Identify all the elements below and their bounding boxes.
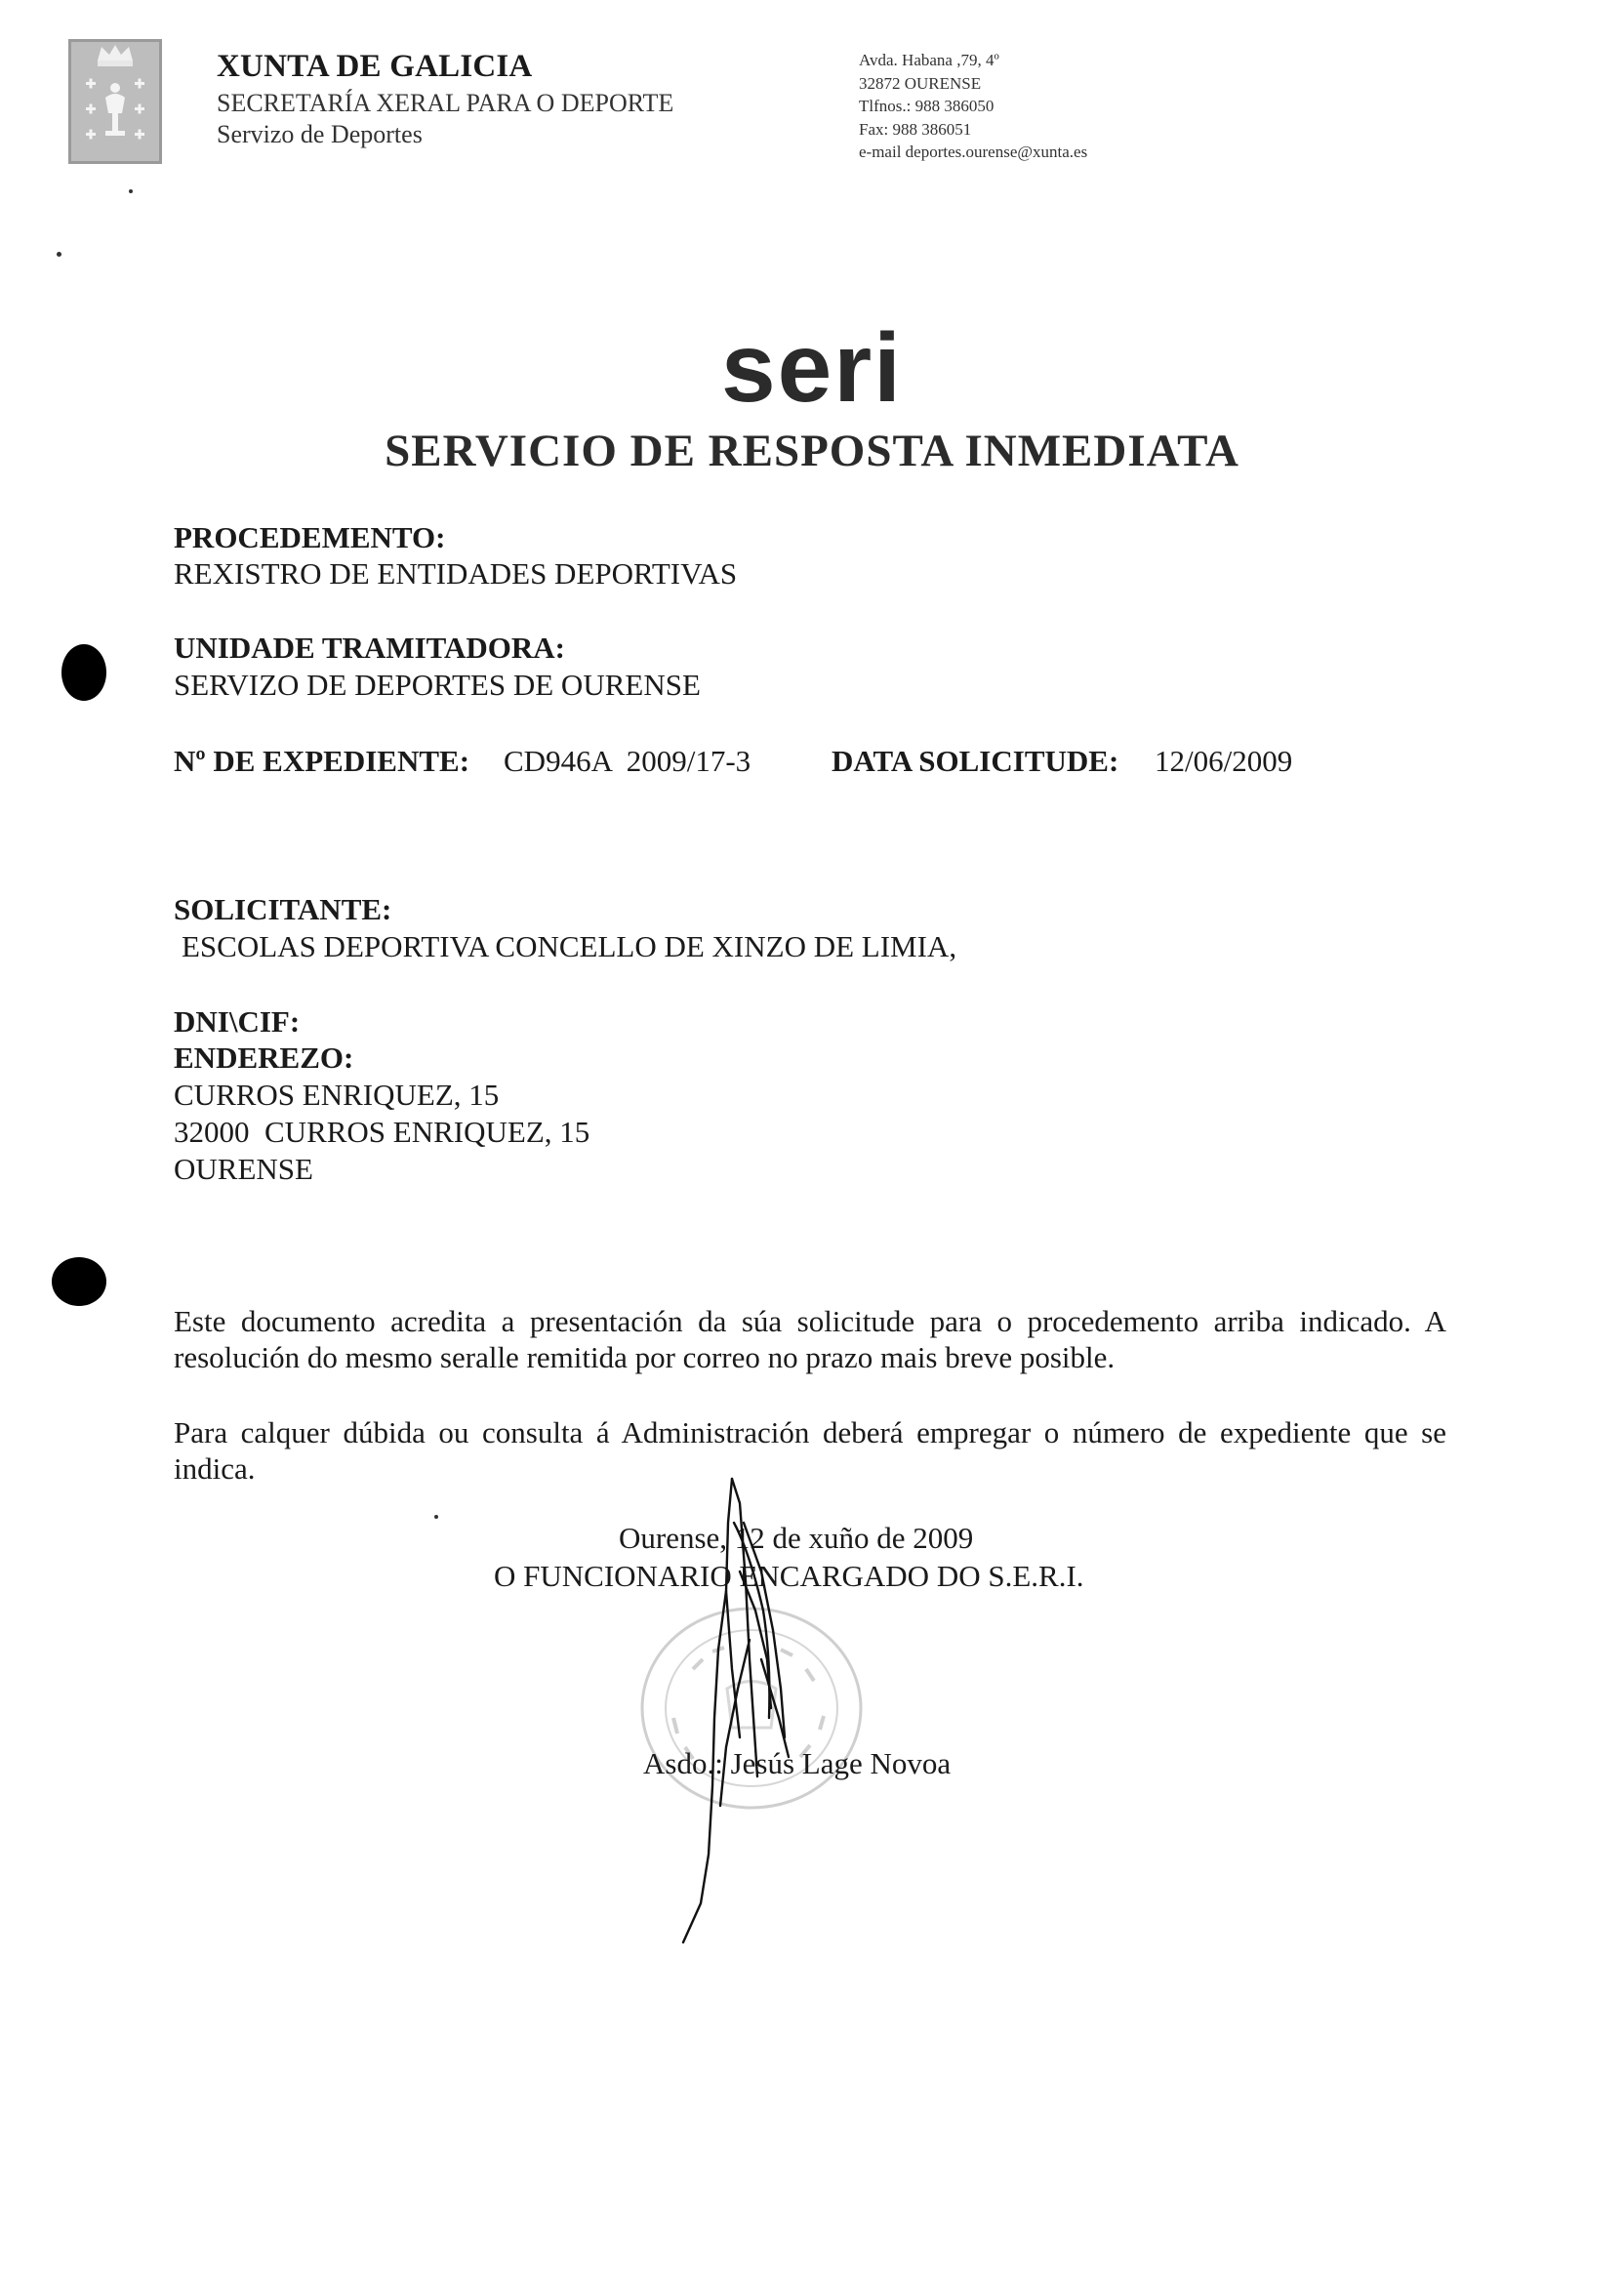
signature-role: O FUNCIONARIO ENCARGADO DO S.E.R.I. <box>494 1559 1084 1593</box>
org-name: XUNTA DE GALICIA <box>217 49 533 84</box>
dni-cif-label: DNI\CIF: <box>174 1004 301 1039</box>
org-department: SECRETARÍA XERAL PARA O DEPORTE <box>217 89 674 117</box>
body-paragraph-1: Este documento acredita a presentación da súa solicitude para o procedemento arriba indicado. A resolución do mesmo seralle remitida por correo no prazo mais breve posible. <box>174 1304 1446 1374</box>
handwritten-signature <box>625 1464 878 1952</box>
enderezo-label: ENDEREZO: <box>174 1040 354 1075</box>
scan-speck <box>57 252 61 257</box>
procedemento-label: PROCEDEMENTO: <box>174 520 446 554</box>
seri-title: SERVICIO DE RESPOSTA INMEDIATA <box>385 426 1239 476</box>
unidade-value: SERVIZO DE DEPORTES DE OURENSE <box>174 668 701 702</box>
solicitante-value: ESCOLAS DEPORTIVA CONCELLO DE XINZO DE LIMIA, <box>182 929 957 963</box>
enderezo-line: CURROS ENRIQUEZ, 15 <box>174 1078 500 1112</box>
body-paragraph-2: Para calquer dúbida ou consulta á Administración deberá empregar o número de expediente que se indica. <box>174 1415 1446 1486</box>
seri-logo: seri <box>721 313 903 423</box>
contact-fax: Fax: 988 386051 <box>859 119 972 139</box>
expediente-value: CD946A 2009/17-3 <box>504 744 751 778</box>
expediente-label: Nº DE EXPEDIENTE: <box>174 744 470 778</box>
enderezo-line: 32000 CURROS ENRIQUEZ, 15 <box>174 1115 590 1149</box>
punch-hole <box>61 644 106 701</box>
data-solicitude-value: 12/06/2009 <box>1155 744 1293 778</box>
scan-speck <box>434 1515 438 1519</box>
signature-place-date: Ourense, 12 de xuño de 2009 <box>619 1521 974 1555</box>
contact-phone: Tlfnos.: 988 386050 <box>859 97 995 115</box>
contact-address: Avda. Habana ,79, 4º <box>859 51 999 69</box>
solicitante-label: SOLICITANTE: <box>174 892 392 926</box>
contact-city: 32872 OURENSE <box>859 73 982 93</box>
contact-email: e-mail deportes.ourense@xunta.es <box>859 143 1088 161</box>
unidade-label: UNIDADE TRAMITADORA: <box>174 631 566 665</box>
org-service: Servizo de Deportes <box>217 120 423 148</box>
scan-speck <box>129 189 133 193</box>
enderezo-line: OURENSE <box>174 1152 313 1186</box>
galicia-coat-of-arms-icon <box>68 39 162 164</box>
procedemento-value: REXISTRO DE ENTIDADES DEPORTIVAS <box>174 556 738 591</box>
contact-block <box>859 49 1087 164</box>
punch-hole <box>52 1257 106 1306</box>
signed-by: Asdo.: Jesús Lage Novoa <box>643 1746 952 1780</box>
data-solicitude-label: DATA SOLICITUDE: <box>832 744 1119 778</box>
